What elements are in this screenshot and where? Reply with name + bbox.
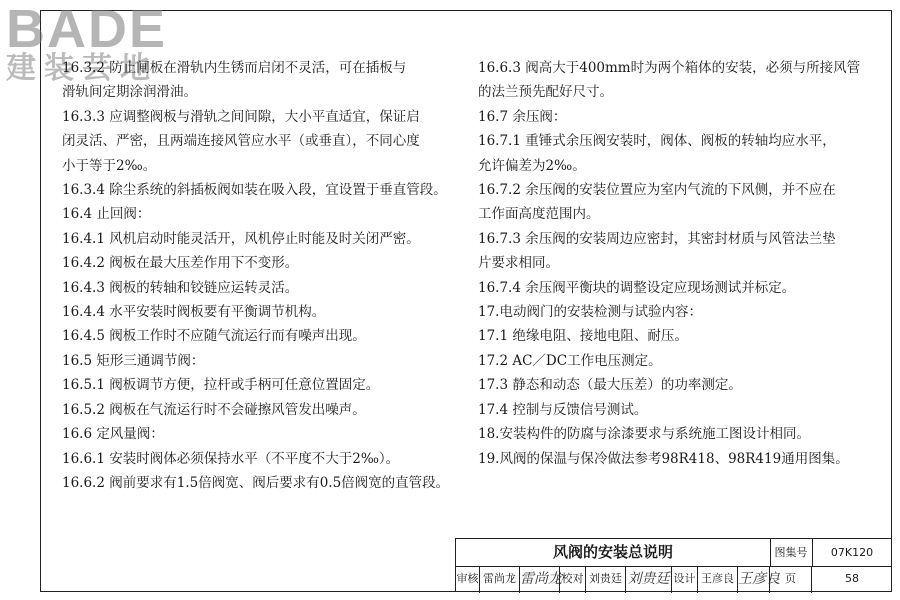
title-block-top-row bbox=[456, 539, 892, 567]
page-label: 页 bbox=[770, 567, 812, 593]
text-line: 16.4.1 风机启动时能灵活开，风机停止时能及时关闭严密。 bbox=[62, 230, 420, 247]
text-line: 16.6.3 阀高大于400mm时为两个箱体的安装，必须与所接风管 bbox=[478, 60, 861, 76]
text-line: 16.4 止回阀： bbox=[62, 206, 151, 223]
text-line: 16.7.1 重锤式余压阀安装时，阀体、阀板的转轴均应水平， bbox=[478, 133, 836, 150]
text-line: 允许偏差为2‰。 bbox=[478, 157, 586, 174]
text-line: 16.7.4 余压阀平衡块的调整设定应现场测试并标定。 bbox=[478, 279, 796, 296]
text-line: 17.3 静态和动态（最大压差）的功率测定。 bbox=[478, 377, 742, 394]
right-column bbox=[478, 56, 868, 471]
reviewer-name: 雷尚龙 bbox=[480, 567, 520, 593]
checker-name: 刘贵廷 bbox=[586, 567, 626, 593]
text-line: 18.安装构件的防腐与涂漆要求与系统施工图设计相同。 bbox=[478, 426, 810, 443]
review-label: 审核 bbox=[456, 567, 480, 593]
designer-name: 王彦良 bbox=[698, 567, 738, 593]
text-line: 16.3.2 防止闸板在滑轨内生锈而启闭不灵活，可在插板与 bbox=[62, 60, 407, 76]
check-label: 校对 bbox=[560, 567, 586, 593]
text-line: 16.4.5 阀板工作时不应随气流运行而有噪声出现。 bbox=[62, 328, 366, 345]
text-line: 16.5.2 阀板在气流运行时不会碰擦风管发出噪声。 bbox=[62, 401, 366, 418]
text-line: 滑轨间定期涂润滑油。 bbox=[62, 84, 197, 101]
atlas-number: 07K120 bbox=[830, 546, 874, 559]
text-line: 16.5.1 阀板调节方便，拉杆或手柄可任意位置固定。 bbox=[62, 377, 380, 394]
text-line: 16.6.1 安装时阀体必须保持水平（不平度不大于2‰）。 bbox=[62, 450, 400, 467]
design-label: 设计 bbox=[672, 567, 698, 593]
title-block-signature-row bbox=[456, 567, 892, 593]
text-line: 16.7 余压阀： bbox=[478, 108, 567, 125]
text-line: 工作面高度范围内。 bbox=[478, 206, 600, 223]
text-line: 16.6 定风量阀： bbox=[62, 426, 164, 443]
drawing-title: 风阀的安装总说明 bbox=[456, 539, 771, 566]
atlas-label: 图集号 bbox=[770, 539, 813, 566]
text-line: 16.6.2 阀前要求有1.5倍阀宽、阀后要求有0.5倍阀宽的直管段。 bbox=[62, 474, 450, 491]
text-line: 16.7.2 余压阀的安装位置应为室内气流的下风侧，并不应在 bbox=[478, 182, 836, 199]
watermark-logo: BADE bbox=[6, 0, 168, 59]
text-line: 17.4 控制与反馈信号测试。 bbox=[478, 401, 648, 418]
text-line: 19.风阀的保温与保冷做法参考98R418、98R419通用图集。 bbox=[478, 450, 849, 467]
text-line: 16.3.4 除尘系统的斜插板阀如装在吸入段，宜设置于垂直管段。 bbox=[62, 182, 447, 199]
text-line: 16.3.3 应调整阀板与滑轨之间间隙，大小平直适宜，保证启 bbox=[62, 108, 420, 125]
page-number: 58 bbox=[845, 572, 859, 585]
text-line: 16.7.3 余压阀的安装周边应密封，其密封材质与风管法兰垫 bbox=[478, 230, 836, 247]
watermark-subtitle: 建装芸地 bbox=[6, 51, 158, 86]
text-line: 片要求相同。 bbox=[478, 255, 559, 272]
text-line: 16.5 矩形三通调节阀： bbox=[62, 352, 205, 369]
text-line: 16.4.4 水平安装时阀板要有平衡调节机构。 bbox=[62, 304, 326, 321]
left-column bbox=[62, 56, 452, 495]
text-line: 17.1 绝缘电阻、接地电阻、耐压。 bbox=[478, 328, 688, 345]
designer-signature: 王彦良 bbox=[738, 567, 770, 593]
text-line: 的法兰预先配好尺寸。 bbox=[478, 84, 613, 101]
reviewer-signature: 雷尚龙 bbox=[520, 567, 560, 593]
text-line: 16.4.3 阀板的转轴和铰链应运转灵活。 bbox=[62, 279, 299, 296]
title-block bbox=[455, 538, 892, 592]
text-line: 17.电动阀门的安装检测与试验内容： bbox=[478, 304, 702, 321]
text-line: 小于等于2‰。 bbox=[62, 157, 157, 174]
text-line: 17.2 AC／DC工作电压测定。 bbox=[478, 352, 662, 369]
text-line: 闭灵活、严密，且两端连接风管应水平（或垂直），不同心度 bbox=[62, 133, 420, 150]
checker-signature: 刘贵廷 bbox=[626, 567, 672, 593]
text-line: 16.4.2 阀板在最大压差作用下不变形。 bbox=[62, 255, 299, 272]
